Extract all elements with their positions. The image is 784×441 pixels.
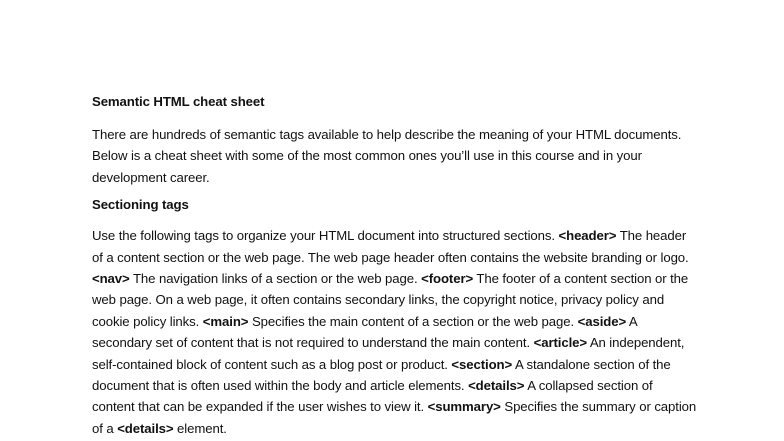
trailing-text: element.	[177, 420, 227, 436]
document-title: Semantic HTML cheat sheet	[92, 94, 265, 109]
tag-description: A secondary set of content that is not required to understand the main content.	[92, 313, 637, 351]
tag-name: <details>	[117, 420, 174, 436]
section-intro-text: Use the following tags to organize your HTML document into structured sections.	[92, 228, 555, 244]
tag-description: The navigation links of a section or the web page.	[132, 271, 418, 287]
tag-description: Specifies the summary or caption of a	[92, 399, 697, 436]
sectioning-tags-paragraph	[92, 225, 698, 439]
tag-name: <details>	[468, 378, 525, 394]
tag-name: <main>	[202, 313, 249, 329]
tag-description: The footer of a content section or the web page. On a web page, it often contains secondary links, the copyright notice, privacy policy and cookie policy links.	[92, 271, 689, 329]
section-heading: Sectioning tags	[92, 197, 189, 213]
intro-paragraph: There are hundreds of semantic tags available to help describe the meaning of your HTML documents. Below is a cheat sheet with some of the most common ones you’ll use in this course and in your development career.	[92, 127, 682, 185]
tag-name: <header>	[558, 228, 617, 244]
tag-description: The header of a content section or the web page. The web page header often contains the website branding or logo.	[92, 228, 689, 265]
tag-name: <footer>	[421, 271, 474, 287]
tag-name: <summary>	[427, 399, 501, 415]
tag-name: <aside>	[577, 313, 627, 329]
tag-name: <article>	[533, 335, 587, 351]
tag-name: <nav>	[92, 271, 130, 287]
tag-description: An independent, self-contained block of content such as a blog post or product.	[92, 335, 685, 372]
tag-description: Specifies the main content of a section or the web page.	[251, 313, 575, 329]
tag-description: A collapsed section of content that can be expanded if the user wishes to view it.	[92, 378, 653, 415]
tag-description: A standalone section of the document that is often used within the body and article elements.	[92, 356, 671, 394]
tag-name: <section>	[451, 356, 513, 372]
